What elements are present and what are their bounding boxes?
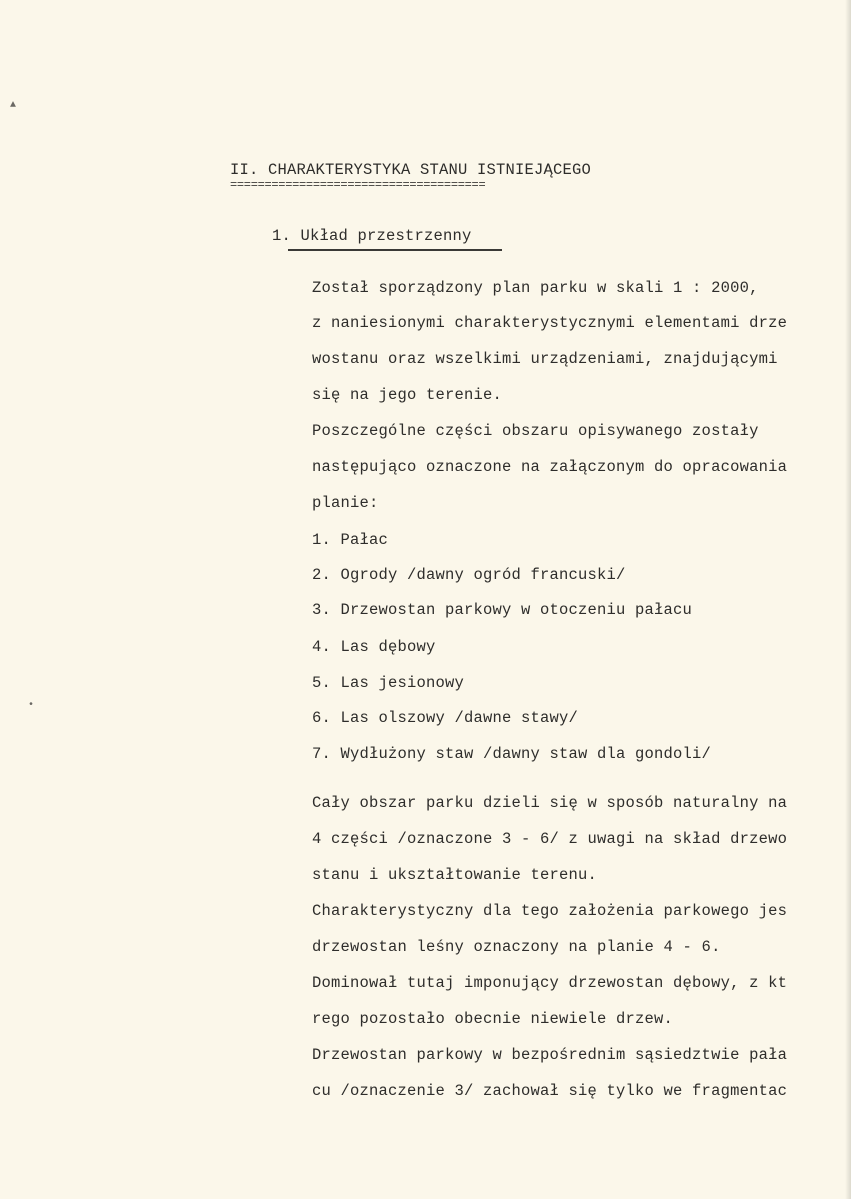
text-line: stanu i ukształtowanie terenu. bbox=[312, 866, 598, 884]
section-heading: II. CHARAKTERYSTYKA STANU ISTNIEJĄCEGO bbox=[230, 161, 592, 179]
text-line: cu /oznaczenie 3/ zachował się tylko we fragmentac bbox=[312, 1082, 788, 1100]
list-item: 4. Las dębowy bbox=[312, 638, 436, 656]
list-item: 1. Pałac bbox=[312, 531, 389, 549]
text-line: się na jego terenie. bbox=[312, 386, 503, 404]
text-line: następująco oznaczone na załączonym do opracowania bbox=[312, 458, 788, 476]
list-item: 5. Las jesionowy bbox=[312, 674, 465, 692]
margin-mark: • bbox=[28, 700, 35, 711]
page-edge-shadow bbox=[845, 0, 851, 1199]
list-item: 3. Drzewostan parkowy w otoczeniu pałacu bbox=[312, 601, 693, 619]
text-line: planie: bbox=[312, 494, 379, 512]
list-item: 2. Ogrody /dawny ogród francuski/ bbox=[312, 566, 626, 584]
text-line: Dominował tutaj imponujący drzewostan dębowy, z kt bbox=[312, 974, 788, 992]
text-line: Cały obszar parku dzieli się w sposób naturalny na bbox=[312, 794, 788, 812]
subsection-heading: 1. Układ przestrzenny bbox=[272, 227, 472, 245]
text-line: 4 części /oznaczone 3 - 6/ z uwagi na skład drzewo bbox=[312, 830, 788, 848]
list-item: 7. Wydłużony staw /dawny staw dla gondoli/ bbox=[312, 745, 712, 763]
subsection-underline bbox=[288, 249, 502, 251]
heading-double-rule: ===================================== bbox=[230, 178, 486, 192]
text-line: rego pozostało obecnie niewiele drzew. bbox=[312, 1010, 674, 1028]
text-line: Został sporządzony plan parku w skali 1 : 2000, bbox=[312, 279, 759, 297]
text-line: z naniesionymi charakterystycznymi elementami drze bbox=[312, 314, 788, 332]
text-line: Charakterystyczny dla tego założenia parkowego jes bbox=[312, 902, 788, 920]
text-line: wostanu oraz wszelkimi urządzeniami, znajdującymi bbox=[312, 350, 778, 368]
text-line: drzewostan leśny oznaczony na planie 4 - 6. bbox=[312, 938, 721, 956]
text-line: Drzewostan parkowy w bezpośrednim sąsiedztwie pała bbox=[312, 1046, 788, 1064]
list-item: 6. Las olszowy /dawne stawy/ bbox=[312, 709, 579, 727]
margin-mark: ▲ bbox=[10, 100, 17, 111]
text-line: Poszczególne części obszaru opisywanego zostały bbox=[312, 422, 759, 440]
